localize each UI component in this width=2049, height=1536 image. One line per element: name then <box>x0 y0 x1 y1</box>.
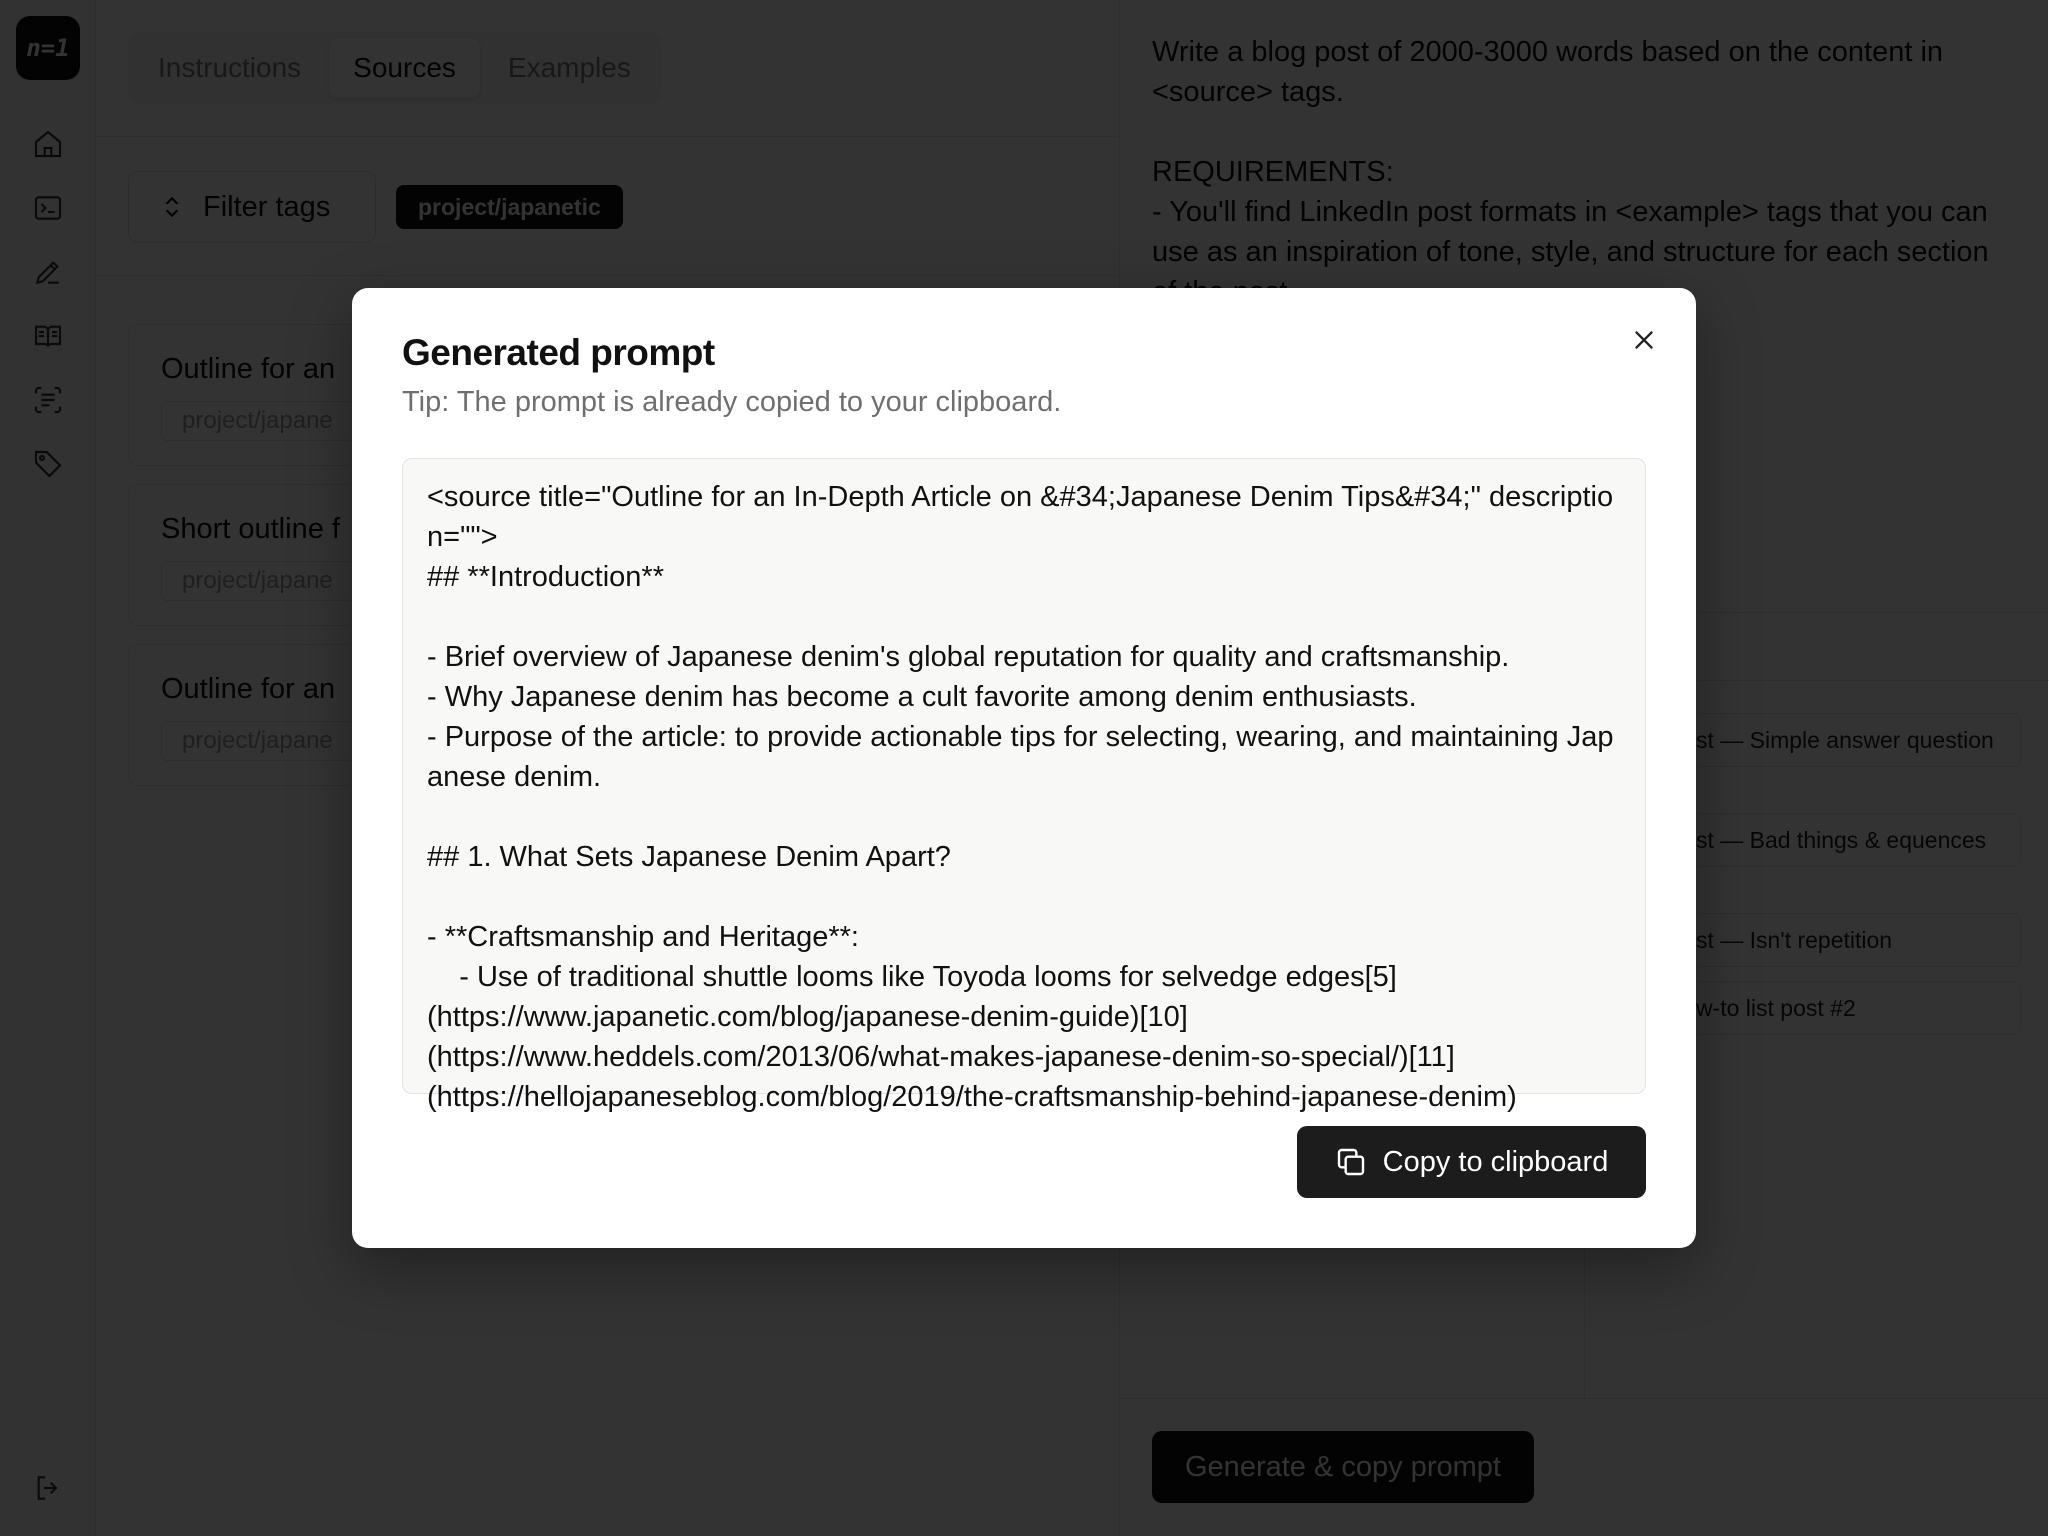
prompt-textarea[interactable] <box>402 458 1646 1113</box>
generated-prompt-dialog <box>352 288 1696 1248</box>
copy-to-clipboard-button[interactable] <box>1297 1126 1646 1198</box>
copy-icon <box>1335 1146 1367 1178</box>
prompt-text: <source title="Outline for an In-Depth Article on &#34;Japanese Denim Tips&#34;" description=""> ## **Introduction** - Brief overview of Japanese denim's global reputation for quality and craftsmanship. - Why Japanese denim has become a cult favorite among denim enthusiasts. - Purpose of the article: to provide actionable tips for selecting, wearing, and maintaining Japanese denim. ## 1. What Sets Japanese Denim Apart? - **Craftsmanship and Heritage**: - Use of traditional shuttle looms like Toyoda looms for selvedge edges[5] (https://www.japanetic.com/blog/japanese-denim-guide)[10] (https://www.heddels.com/2013/06/what-makes-japanese-denim-so-special/)[11] (https://hellojapaneseblog.com/blog/2019/the-craftsmanship-behind-japanese-denim) <box>427 481 1614 1113</box>
close-icon[interactable] <box>1624 320 1664 360</box>
copy-button-label: Copy to clipboard <box>1382 1145 1609 1178</box>
dialog-tip: Tip: The prompt is already copied to your clipboard. <box>402 386 1062 418</box>
dialog-title: Generated prompt <box>402 332 715 373</box>
